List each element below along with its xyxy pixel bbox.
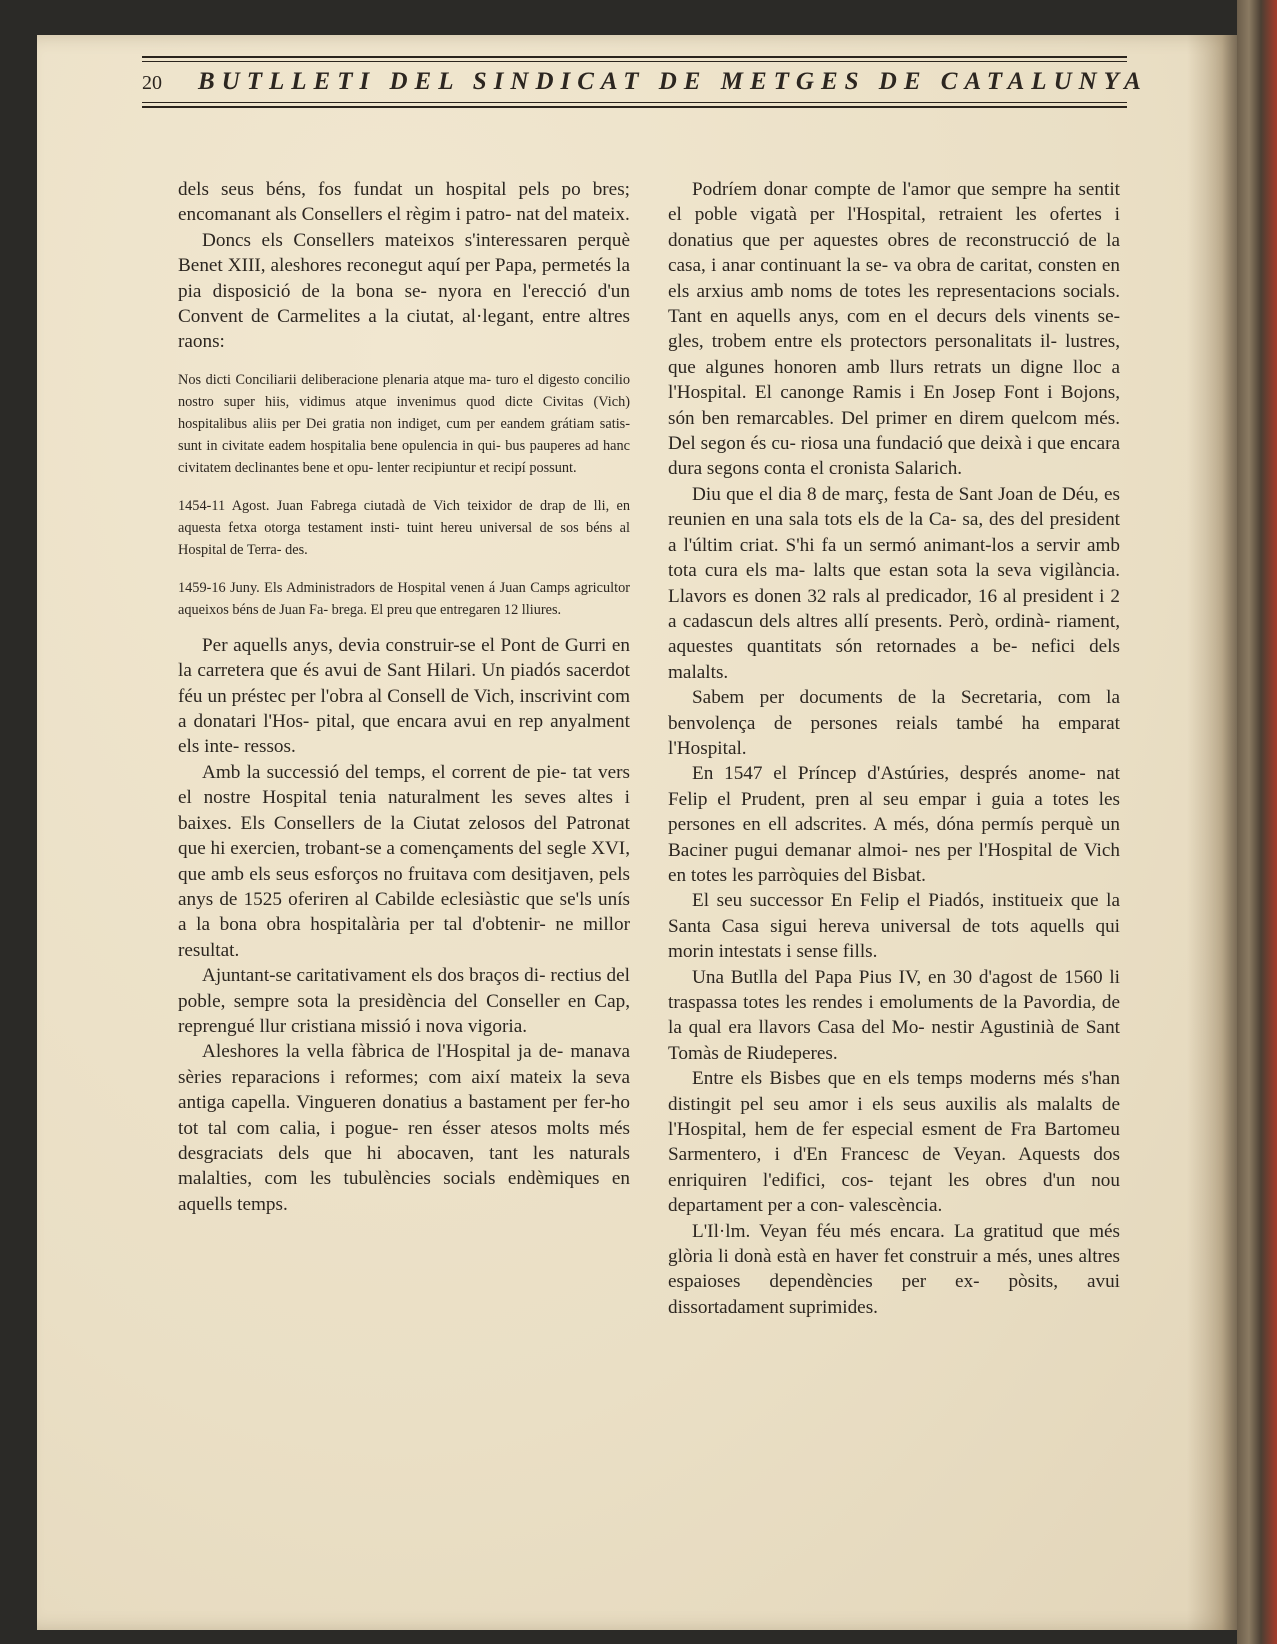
header-rule (142, 61, 1127, 62)
left-column (178, 177, 630, 1217)
paragraph: Diu que el dia 8 de març, festa de Sant Joan de Déu, es reunien en una sala tots els de la Ca- sa, des del president a l'últim criat. S'hi fa un sermó animant-los a servir amb tota cura els ma- lalts que estan sota la seva vigilància. Llavors es donen 32 rals al predicador, 16 al president i 2 a cadascun dels altres allí presents. Però, ordinà- riament, aquestes quantitats són retornades a be- nefici dels malalts. (668, 483, 1120, 683)
paragraph: dels seus béns, fos fundat un hospital pels po bres; encomanant als Consellers el règim i patro- nat del mateix. (178, 179, 630, 226)
paragraph: Sabem per documents de la Secretaria, com la benvolença de persones reials també ha emparat l'Hospital. (668, 687, 1120, 759)
paragraph: Ajuntant-se caritativament els dos braços di- rectius del poble, sempre sota la presidència del Conseller en Cap, reprengué llur cristiana missió i nova vigoria. (178, 965, 630, 1037)
archive-entry: 1454-11 Agost. Juan Fabrega ciutadà de Vich teixidor de drap de lli, en aquesta fetxa otorga testament insti- tuint hereu universal de sos béns al Hospital de Terra- des. (178, 497, 630, 558)
right-column (668, 177, 1120, 1320)
paragraph: En 1547 el Príncep d'Astúries, després anome- nat Felip el Prudent, pren al seu empar i guia a totes les persones en ell adscrites. A més, dóna permís perquè un Baciner pugui demanar almoi- nes per l'Hospital de Vich en totes les parròquies del Bisbat. (668, 763, 1120, 886)
header-rule (142, 56, 1127, 58)
paragraph: Aleshores la vella fàbrica de l'Hospital ja de- manava sèries reparacions i reformes; com així mateix la seva antiga capella. Vingueren donatius a bastament per fer-ho tot tal com calia, i pogue- ren ésser atesos molts més desgraciats dels que hi abocaven, tant les naturals malalties, com les tubulències socials endèmiques en aquells temps. (178, 1041, 630, 1215)
paragraph: Entre els Bisbes que en els temps moderns més s'han distingit pel seu amor i els seus auxilis als malalts de l'Hospital, hem de fer especial esment de Fra Bartomeu Sarmentero, i d'En Francesc de Veyan. Aquests dos enriquiren l'edifici, cos- tejant les obres d'un nou departament per a con- valescència. (668, 1068, 1120, 1217)
page-gutter-shadow (1187, 35, 1237, 1630)
header-rule (142, 106, 1127, 108)
running-title: BUTLLETI DEL SINDICAT DE METGES DE CATALUNYA (198, 68, 1148, 95)
paragraph: Per aquells anys, devia construir-se el Pont de Gurri en la carretera que és avui de Sant Hilari. Un piadós sacerdot féu un préstec per l'obra al Consell de Vich, inscrivint com a donatari l'Hos- pital, que encara avui en rep anyalment els inte- ressos. (178, 634, 630, 758)
latin-quotation: Nos dicti Conciliarii deliberacione plenaria atque ma- turo el digesto concilio nostro super hiis, vidimus atque invenimus quod dicte Civitas (Vich) hospitalibus aliis per Dei gratia non indiget, cum per eandem grátiam satis- sunt in civitate eadem hospitalia bene opulencia in qui- bus pauperes ad hanc civitatem declinantes bene et opu- lenter recipiuntur et recipí possunt. (178, 371, 630, 476)
paragraph: El seu successor En Felip el Piadós, instituеix que la Santa Casa sigui hereva universal de tots aquells qui morin intestats i sense fills. (668, 890, 1120, 963)
archive-entry: 1459-16 Juny. Els Administradors de Hospital venen á Juan Camps agricultor aqueixos béns de Juan Fa- brega. El preu que entregaren 12 lliures. (178, 579, 630, 618)
paragraph: Doncs els Consellers mateixos s'interessaren perquè Benet XIII, aleshores reconegut aquí per Papa, permetés la pia disposició de la bona se- nyora en l'erecció d'un Convent de Carmelites a la ciutat, al·legant, entre altres raons: (178, 229, 630, 353)
paragraph: L'Il·lm. Veyan féu més encara. La gratitud que més glòria li donà està en haver fet construir a més, unes altres espaioses dependències per ex- pòsits, avui dissortadament suprimides. (668, 1220, 1120, 1318)
paragraph: Una Butlla del Papa Pius IV, en 30 d'agost de 1560 li traspassa totes les rendes i emoluments de la Pavordia, de la qual era llavors Casa del Mo- nestir Agustinià de Sant Tomàs de Riudeperes. (668, 966, 1120, 1064)
page-header (142, 56, 1148, 140)
paragraph: Amb la successió del temps, el corrent de pie- tat vers el nostre Hospital tenia naturalment les seves altes i baixes. Els Consellers de la Ciutat zelosos del Patronat que hi exercien, trobant-se a començaments del segle XVI, que amb els seus esforços no fruitava com desitjaven, pels anys de 1525 oferiren al Cabilde eclesiàstic que se'ls unís a la bona obra hospitalària per tal d'obtenir- ne millor resultat. (178, 761, 630, 961)
page-number: 20 (142, 72, 162, 94)
header-rule (142, 102, 1127, 103)
book-binding (1237, 0, 1277, 1644)
paragraph: Podríem donar compte de l'amor que sempre ha sentit el poble vigatà per l'Hospital, retraient les ofertes i donatius que per aquestes obres de reconstrucció de la casa, i anar continuant la se- va obra de caritat, consten en els arxius amb noms de totes les representacions socials. Tant en aquells anys, com en el decurs dels vinents se- gles, trobem entre els protectors personalitats il- lustres, que algunes honoren amb llurs retrats un digne lloc a l'Hospital. El canonge Ramis i En Josep Font i Bojons, són ben remarcables. Del primer en direm quelcom més. Del segon és cu- riosa una fundació que deixà i que encara dura segons conta el cronista Salarich. (668, 179, 1120, 480)
